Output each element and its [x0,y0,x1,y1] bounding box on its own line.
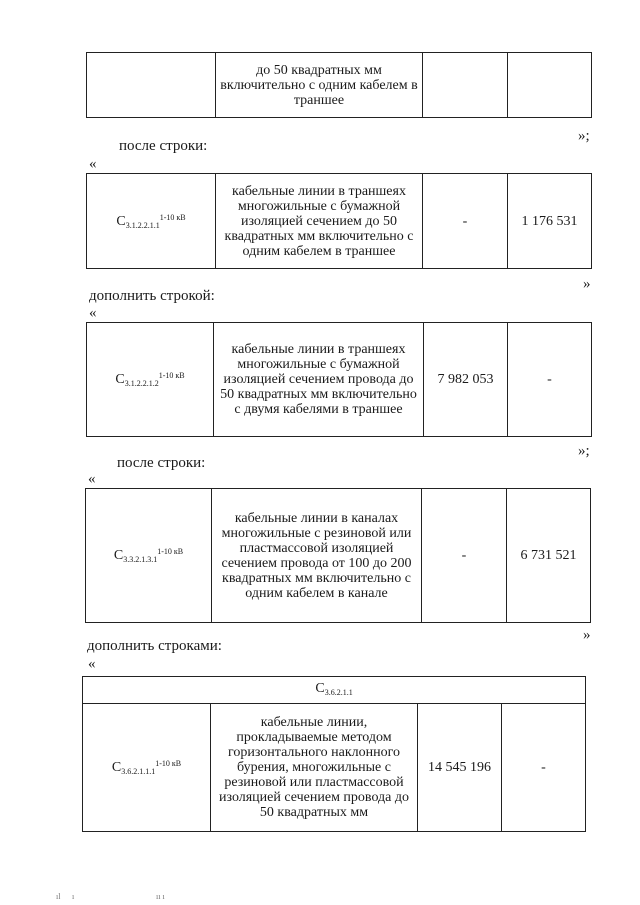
footer-mark-3: ıı ı [156,892,165,901]
instruction-after-row-2: после строки: [117,455,206,471]
description-cell: до 50 квадратных мм включительно с одним кабелем в траншее [216,53,423,118]
description-cell: кабельные линии в каналах многожильные с резиновой или пластмассовой изоляцией сечением провода от 100 до 200 квадратных мм включительно с одним кабелем в канале [212,489,422,623]
table-row-2 [86,322,592,437]
table-row-1 [86,173,592,269]
closing-quote-2: » [583,276,591,292]
instruction-after-row-1: после строки: [119,138,208,154]
opening-quote-4: « [88,656,96,672]
table-section [82,676,586,832]
code-cell [87,53,216,118]
footer-mark-2: ı [72,892,75,901]
description-cell: кабельные линии в траншеях многожильные с бумажной изоляцией сечением до 50 квадратных мм включительно с одним кабелем в траншее [216,174,423,269]
value-cell-1 [423,53,508,118]
row-code-cell: $C_{3.6.2.1.1.1}^{1-10 кВ}$ [83,704,211,832]
value-cell-2: - [502,704,586,832]
value-cell-1: - [423,174,508,269]
description-cell: кабельные линии, прокладываемые методом горизонтального наклонного бурения, многожильные с резиновой или пластмассовой изоляцией сечением провода до 50 квадратных мм [211,704,418,832]
opening-quote-2: « [89,305,97,321]
row-code-cell: $C_{3.3.2.1.3.1}^{1-10 кВ}$ [86,489,212,623]
instruction-add-rows: дополнить строками: [87,638,222,654]
value-cell-1: - [422,489,507,623]
table-row-3 [85,488,591,623]
value-cell-2: 6 731 521 [507,489,591,623]
value-cell-1: 14 545 196 [418,704,502,832]
opening-quote-1: « [89,156,97,172]
value-cell-2: - [508,323,592,437]
value-cell-2: 1 176 531 [508,174,592,269]
opening-quote-3: « [88,471,96,487]
row-code-cell: $C_{3.1.2.2.1.1}^{1-10 кВ}$ [87,174,216,269]
description-cell: кабельные линии в траншеях многожильные с бумажной изоляцией сечением провода до 50 квадратных мм включительно с двумя кабелями в траншее [214,323,424,437]
section-header-cell: $C_{3.6.2.1.1}$ [83,677,586,704]
value-cell-1: 7 982 053 [424,323,508,437]
closing-quote-3: »; [578,443,590,459]
footer-mark-1: ıl [56,892,61,901]
value-cell-2 [508,53,592,118]
instruction-add-row: дополнить строкой: [89,288,215,304]
table-top-fragment [86,52,592,118]
row-code-cell: $C_{3.1.2.2.1.2}^{1-10 кВ}$ [87,323,214,437]
closing-quote-4: » [583,627,591,643]
closing-quote-1: »; [578,128,590,144]
